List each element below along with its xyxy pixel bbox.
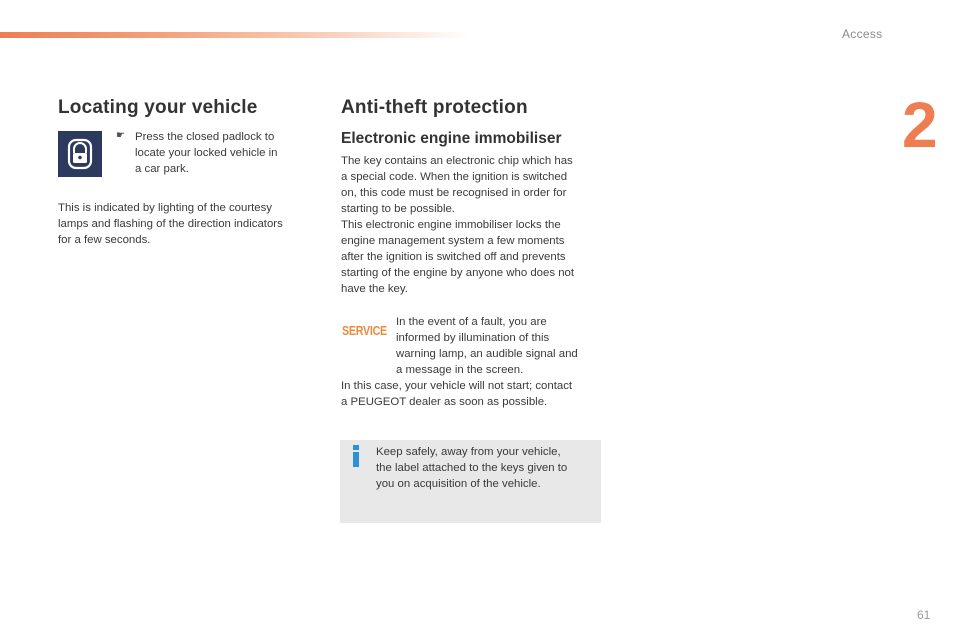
paragraph-line: engine management system a few moments xyxy=(341,235,565,247)
info-icon xyxy=(351,445,361,467)
fault-line: informed by illumination of this xyxy=(396,332,550,344)
instruction-line: a car park. xyxy=(135,163,189,175)
immobiliser-subtitle: Electronic engine immobiliser xyxy=(341,130,562,147)
note-line: This is indicated by lighting of the courtesy xyxy=(58,202,273,214)
bullet-marker: ☛ xyxy=(116,130,125,141)
paragraph-line: The key contains an electronic chip which has xyxy=(341,155,573,167)
chapter-number: 2 xyxy=(902,89,938,161)
info-text xyxy=(376,444,567,492)
fault-line: a message in the screen. xyxy=(396,364,524,376)
note-line: for a few seconds. xyxy=(58,234,151,246)
instruction-line: locate your locked vehicle in xyxy=(135,147,278,159)
header-accent-bar xyxy=(0,32,470,38)
info-line: the label attached to the keys given to xyxy=(376,462,568,474)
note-line: lamps and flashing of the direction indicators xyxy=(58,218,283,230)
page-number: 61 xyxy=(917,608,931,622)
locating-vehicle-title: Locating your vehicle xyxy=(58,97,258,118)
paragraph-line: This electronic engine immobiliser locks the xyxy=(341,219,561,231)
info-line: Keep safely, away from your vehicle, xyxy=(376,446,561,458)
locating-note xyxy=(58,200,283,248)
section-name: Access xyxy=(842,27,883,41)
case-paragraph xyxy=(341,378,572,410)
paragraph-line: starting of the engine by anyone who does not xyxy=(341,267,575,279)
padlock-icon xyxy=(58,131,102,177)
fault-line: In the event of a fault, you are xyxy=(396,316,547,328)
paragraph-line: have the key. xyxy=(341,283,408,295)
fault-paragraph xyxy=(396,314,578,378)
case-line: In this case, your vehicle will not start; contact xyxy=(341,380,573,392)
instruction-line: Press the closed padlock to xyxy=(135,131,275,143)
fault-line: warning lamp, an audible signal and xyxy=(396,348,578,360)
service-warning-icon: SERVICE xyxy=(342,323,387,338)
locating-instruction xyxy=(135,129,277,177)
case-line: a PEUGEOT dealer as soon as possible. xyxy=(341,396,548,408)
paragraph-line: after the ignition is switched off and prevents xyxy=(341,251,566,263)
anti-theft-title: Anti-theft protection xyxy=(341,97,528,118)
paragraph-line: a special code. When the ignition is switched xyxy=(341,171,568,183)
paragraph-line: starting to be possible. xyxy=(341,203,455,215)
immobiliser-paragraph xyxy=(341,153,574,297)
info-line: you on acquisition of the vehicle. xyxy=(376,478,541,490)
paragraph-line: on, this code must be recognised in order for xyxy=(341,187,567,199)
